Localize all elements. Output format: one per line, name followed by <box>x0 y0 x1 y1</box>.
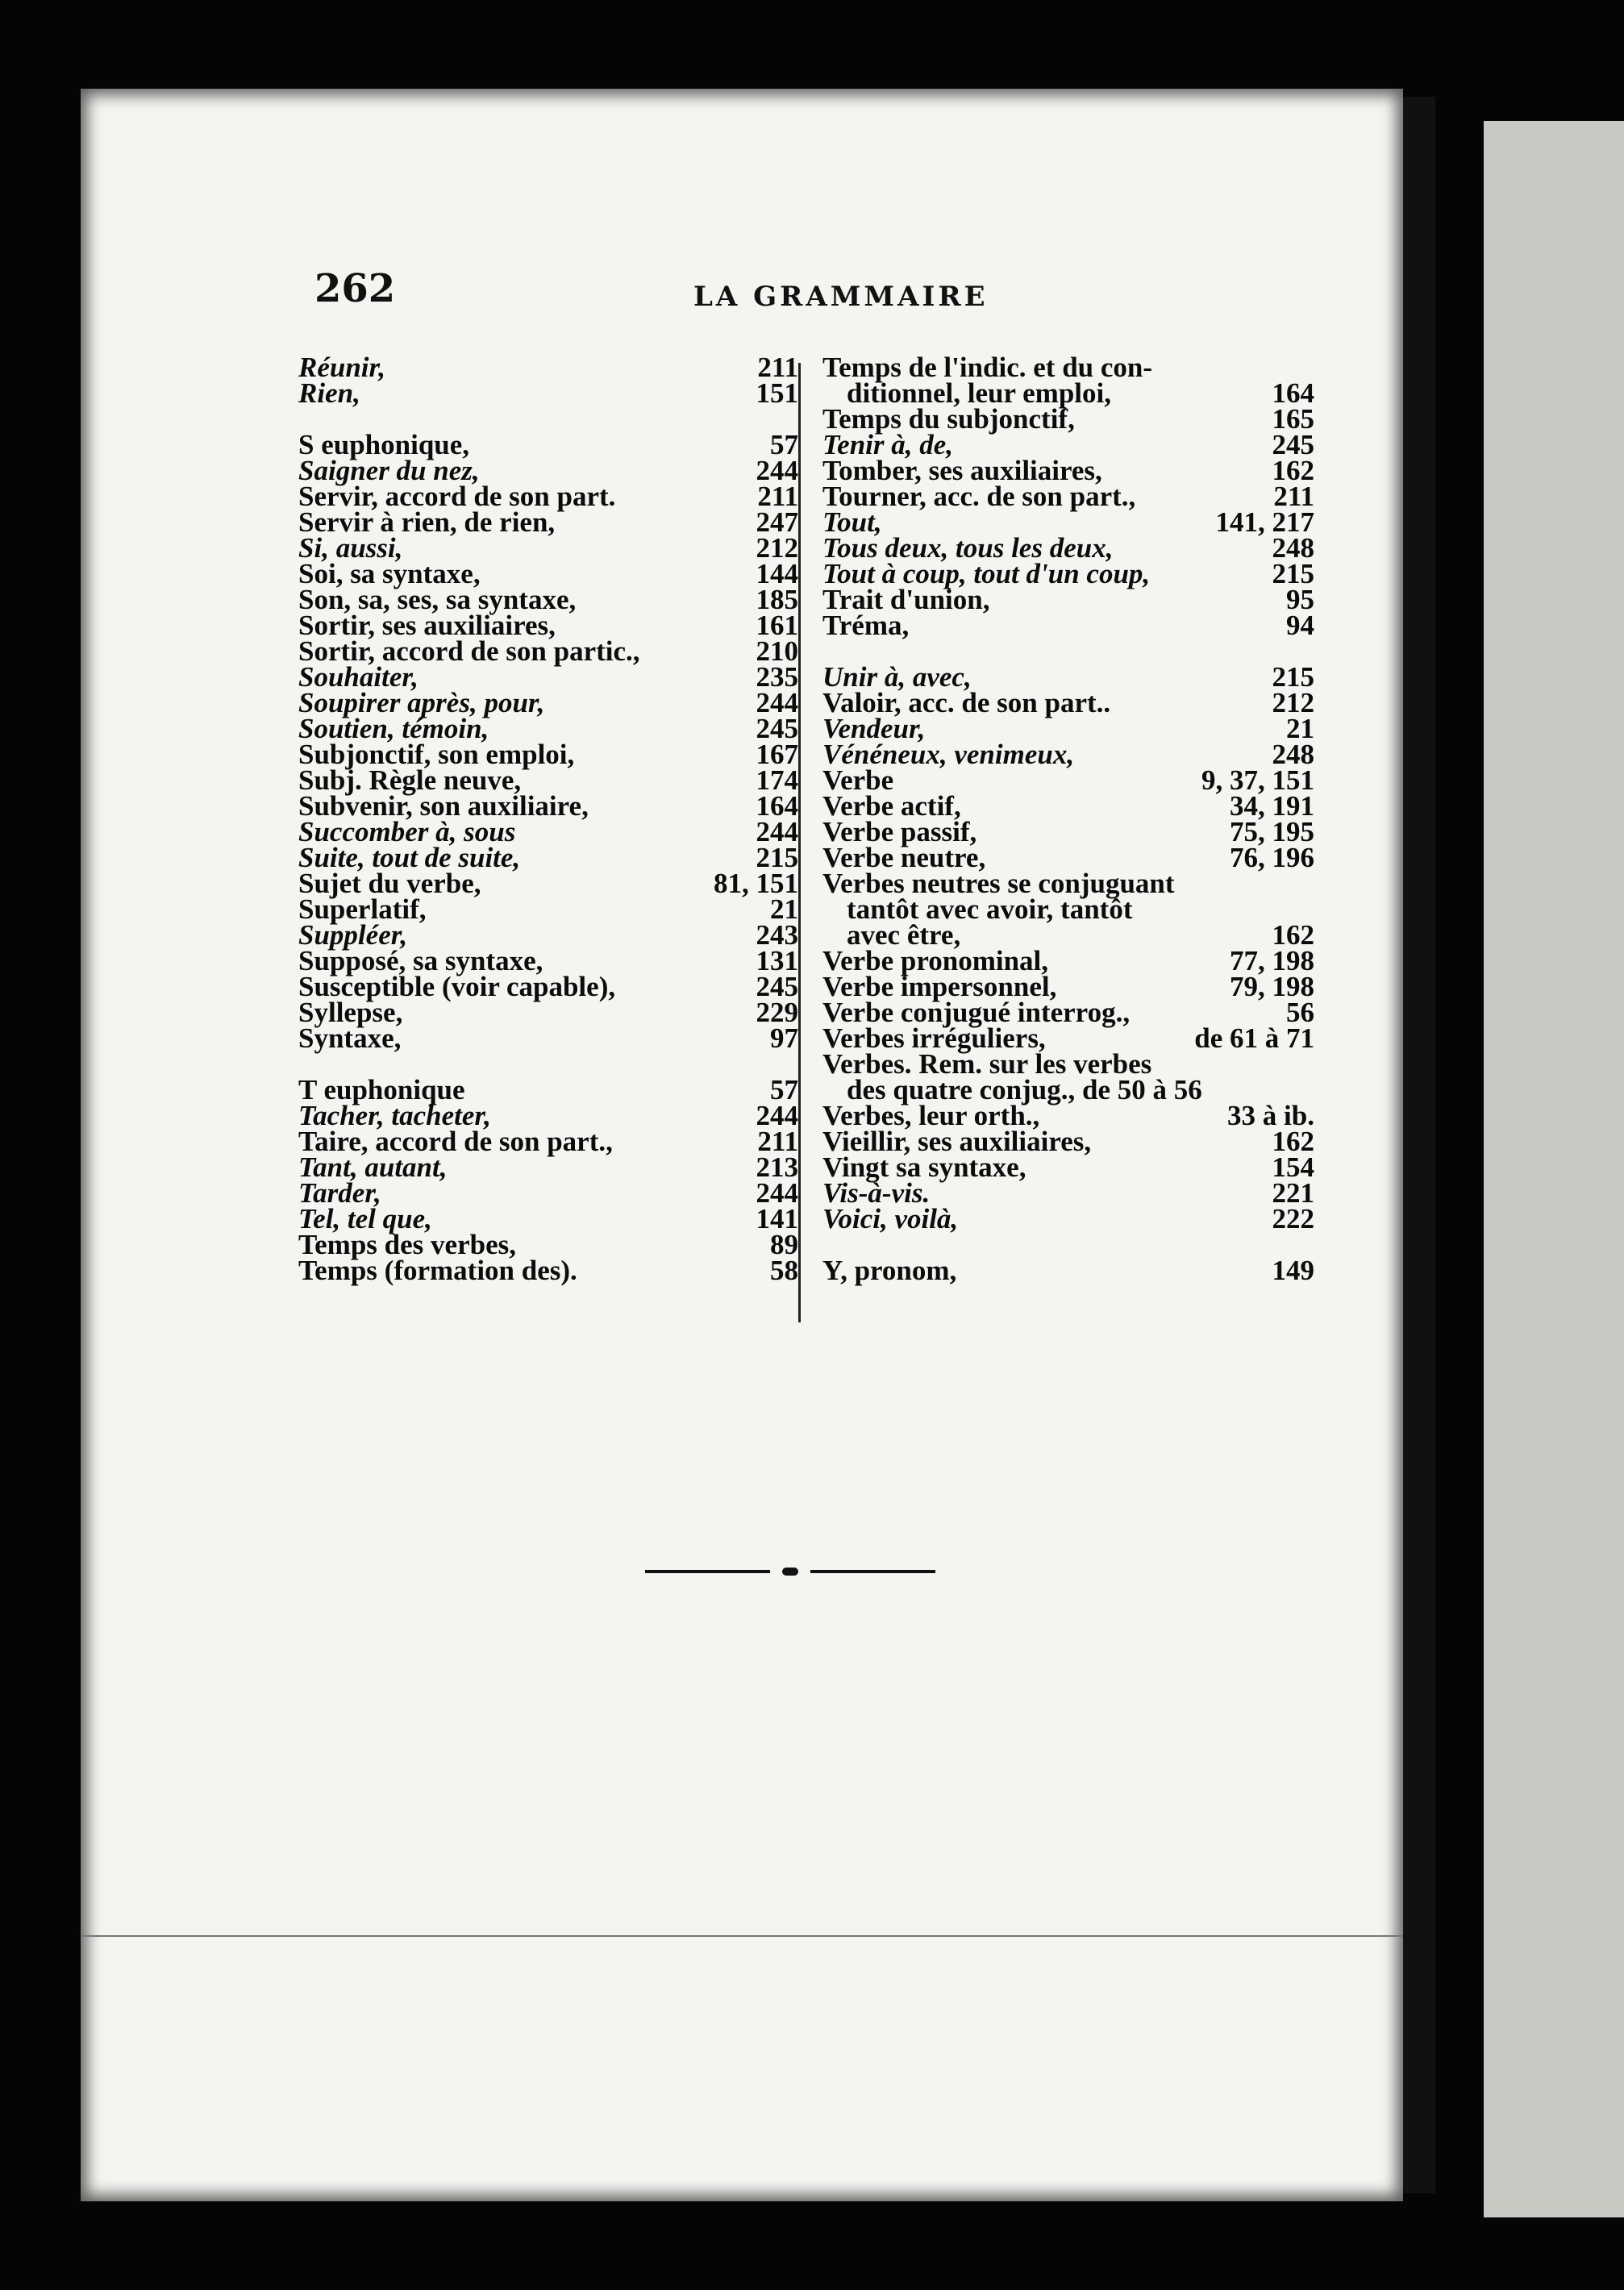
index-term: Vendeur, <box>822 713 926 744</box>
index-term: ditionnel, leur emploi, <box>847 377 1111 409</box>
index-term: Si, aussi, <box>298 532 403 564</box>
index-page-ref: 151 <box>756 377 798 409</box>
index-term: Vis-à-vis. <box>822 1177 931 1209</box>
index-page-ref: 154 <box>1272 1151 1314 1183</box>
index-term: Son, sa, ses, sa syntaxe, <box>298 584 577 615</box>
index-term: Sortir, accord de son partic., <box>298 635 640 667</box>
index-term: Servir, accord de son part. <box>298 481 616 512</box>
index-page-ref: 162 <box>1272 1126 1314 1157</box>
index-term: Subjonctif, son emploi, <box>298 739 575 770</box>
index-term: Verbes neutres se conjuguant <box>822 868 1175 899</box>
index-term: Réunir, <box>298 352 385 383</box>
index-page-ref: 149 <box>1272 1255 1314 1286</box>
index-page-ref: 81, 151 <box>714 868 798 899</box>
index-page-ref: 244 <box>756 687 798 718</box>
index-page-ref: 161 <box>756 610 798 641</box>
index-page-ref: 211 <box>1273 481 1314 512</box>
index-term: Verbe actif, <box>822 790 961 822</box>
index-term: Verbe pronominal, <box>822 945 1049 976</box>
index-term: Voici, voilà, <box>822 1203 959 1235</box>
index-page-ref: 141, 217 <box>1215 506 1314 538</box>
index-term: des quatre conjug., de 50 à 56 <box>847 1074 1202 1105</box>
index-term: Trait d'union, <box>822 584 990 615</box>
index-term: Verbe conjugué interrog., <box>822 997 1131 1028</box>
index-page-ref: 244 <box>756 455 798 486</box>
index-term: Suite, tout de suite, <box>298 842 521 873</box>
index-term: Subj. Règle neuve, <box>298 764 522 796</box>
index-page-ref: 34, 191 <box>1230 790 1314 822</box>
index-page-ref: de 61 à 71 <box>1194 1022 1314 1054</box>
index-term: Temps du subjonctif, <box>822 403 1075 435</box>
index-term: Verbes irréguliers, <box>822 1022 1046 1054</box>
index-page-ref: 162 <box>1272 455 1314 486</box>
index-page-ref: 215 <box>1272 558 1314 589</box>
index-term: Tout à coup, tout d'un coup, <box>822 558 1151 589</box>
index-page-ref: 212 <box>756 532 798 564</box>
index-term: Tacher, tacheter, <box>298 1100 491 1131</box>
index-term: Superlatif, <box>298 893 427 925</box>
index-term: Tenir à, de, <box>822 429 954 460</box>
index-term: Verbe impersonnel, <box>822 971 1057 1002</box>
index-page-ref: 245 <box>756 971 798 1002</box>
index-page-ref: 164 <box>756 790 798 822</box>
index-page-ref: 229 <box>756 997 798 1028</box>
index-page-ref: 94 <box>1286 610 1314 641</box>
index-page-ref: 162 <box>1272 919 1314 951</box>
index-page-ref: 33 à ib. <box>1227 1100 1314 1131</box>
index-entry <box>298 377 798 409</box>
index-page-ref: 97 <box>770 1022 798 1054</box>
index-page-ref: 89 <box>770 1229 798 1260</box>
index-term: Y, pronom, <box>822 1255 957 1286</box>
index-page-ref: 167 <box>756 739 798 770</box>
index-page-ref: 221 <box>1272 1177 1314 1209</box>
index-page-ref: 215 <box>756 842 798 873</box>
index-term: Valoir, acc. de son part.. <box>822 687 1111 718</box>
index-entry <box>298 352 798 383</box>
page-number: 262 <box>314 266 396 311</box>
end-ornament <box>645 1568 935 1576</box>
index-term: Succomber à, sous <box>298 816 516 847</box>
index-term: Sortir, ses auxiliaires, <box>298 610 556 641</box>
index-term: Verbes, leur orth., <box>822 1100 1040 1131</box>
index-page-ref: 79, 198 <box>1230 971 1314 1002</box>
index-term: Vieillir, ses auxiliaires, <box>822 1126 1092 1157</box>
index-page-ref: 248 <box>1272 739 1314 770</box>
index-term: Taire, accord de son part., <box>298 1126 613 1157</box>
index-term: tantôt avec avoir, tantôt <box>847 893 1133 925</box>
index-page-ref: 57 <box>770 1074 798 1105</box>
index-term: Supposé, sa syntaxe, <box>298 945 543 976</box>
index-page-ref: 245 <box>756 713 798 744</box>
index-entry <box>298 1255 798 1286</box>
index-page-ref: 211 <box>757 1126 798 1157</box>
index-page-ref: 174 <box>756 764 798 796</box>
index-page-ref: 185 <box>756 584 798 615</box>
index-page-ref: 77, 198 <box>1230 945 1314 976</box>
index-page-ref: 213 <box>756 1151 798 1183</box>
index-term: avec être, <box>847 919 961 951</box>
index-term: Verbes. Rem. sur les verbes <box>822 1048 1152 1080</box>
page-edge <box>1403 97 1435 2193</box>
index-term: Temps de l'indic. et du con- <box>822 352 1153 383</box>
index-term: Souhaiter, <box>298 661 418 693</box>
index-term: Tant, autant, <box>298 1151 448 1183</box>
index-page-ref: 210 <box>756 635 798 667</box>
index-page-ref: 222 <box>1272 1203 1314 1235</box>
index-term: Tel, tel que, <box>298 1203 432 1235</box>
index-term: Vénéneux, venimeux, <box>822 739 1075 770</box>
index-term: Rien, <box>298 377 360 409</box>
index-column-left <box>298 352 798 1286</box>
index-page-ref: 243 <box>756 919 798 951</box>
index-page-ref: 75, 195 <box>1230 816 1314 847</box>
index-page-ref: 164 <box>1272 377 1314 409</box>
index-page-ref: 144 <box>756 558 798 589</box>
index-term: Temps (formation des). <box>298 1255 577 1286</box>
index-page-ref: 21 <box>770 893 798 925</box>
index-page-ref: 245 <box>1272 429 1314 460</box>
index-page-ref: 9, 37, 151 <box>1201 764 1314 796</box>
index-page-ref: 211 <box>757 481 798 512</box>
index-term: Tomber, ses auxiliaires, <box>822 455 1102 486</box>
index-page-ref: 212 <box>1272 687 1314 718</box>
index-page-ref: 21 <box>1286 713 1314 744</box>
index-term: Tous deux, tous les deux, <box>822 532 1114 564</box>
index-column-right <box>822 352 1314 1286</box>
index-term: Verbe <box>822 764 894 796</box>
index-term: T euphonique <box>298 1074 465 1105</box>
index-page-ref: 131 <box>756 945 798 976</box>
index-term: Verbe passif, <box>822 816 977 847</box>
index-page-ref: 76, 196 <box>1230 842 1314 873</box>
index-page-ref: 211 <box>757 352 798 383</box>
index-term: Saigner du nez, <box>298 455 480 486</box>
index-term: Tréma, <box>822 610 910 641</box>
index-term: Susceptible (voir capable), <box>298 971 616 1002</box>
index-entry <box>298 1022 798 1054</box>
index-page-ref: 56 <box>1286 997 1314 1028</box>
index-page-ref: 244 <box>756 1100 798 1131</box>
index-page-ref: 247 <box>756 506 798 538</box>
index-term: S euphonique, <box>298 429 470 460</box>
index-page-ref: 141 <box>756 1203 798 1235</box>
index-entry <box>822 1255 1314 1286</box>
index-page-ref: 244 <box>756 1177 798 1209</box>
index-term: Vingt sa syntaxe, <box>822 1151 1026 1183</box>
index-term: Tourner, acc. de son part., <box>822 481 1136 512</box>
index-term: Temps des verbes, <box>298 1229 516 1260</box>
index-page-ref: 235 <box>756 661 798 693</box>
index-page-ref: 58 <box>770 1255 798 1286</box>
index-term: Syllepse, <box>298 997 403 1028</box>
adjacent-page <box>1484 121 1624 2217</box>
running-title: LA GRAMMAIRE <box>693 281 989 313</box>
index-entry <box>822 610 1314 641</box>
column-divider <box>798 363 801 1322</box>
index-entry <box>822 1203 1314 1235</box>
index-term: Soi, sa syntaxe, <box>298 558 481 589</box>
index-page-ref: 57 <box>770 429 798 460</box>
index-term: Servir à rien, de rien, <box>298 506 556 538</box>
index-page-ref: 244 <box>756 816 798 847</box>
index-term: Unir à, avec, <box>822 661 972 693</box>
index-term: Soupirer après, pour, <box>298 687 545 718</box>
index-page-ref: 165 <box>1272 403 1314 435</box>
page-header <box>314 266 1298 314</box>
index-term: Subvenir, son auxiliaire, <box>298 790 589 822</box>
index-page-ref: 248 <box>1272 532 1314 564</box>
index-term: Verbe neutre, <box>822 842 986 873</box>
index-page-ref: 95 <box>1286 584 1314 615</box>
index-term: Tarder, <box>298 1177 381 1209</box>
fold-line <box>81 1935 1403 1937</box>
index-term: Sujet du verbe, <box>298 868 481 899</box>
index-term: Syntaxe, <box>298 1022 402 1054</box>
index-page-ref: 215 <box>1272 661 1314 693</box>
index-term: Suppléer, <box>298 919 408 951</box>
index-term: Soutien, témoin, <box>298 713 489 744</box>
index-term: Tout, <box>822 506 882 538</box>
